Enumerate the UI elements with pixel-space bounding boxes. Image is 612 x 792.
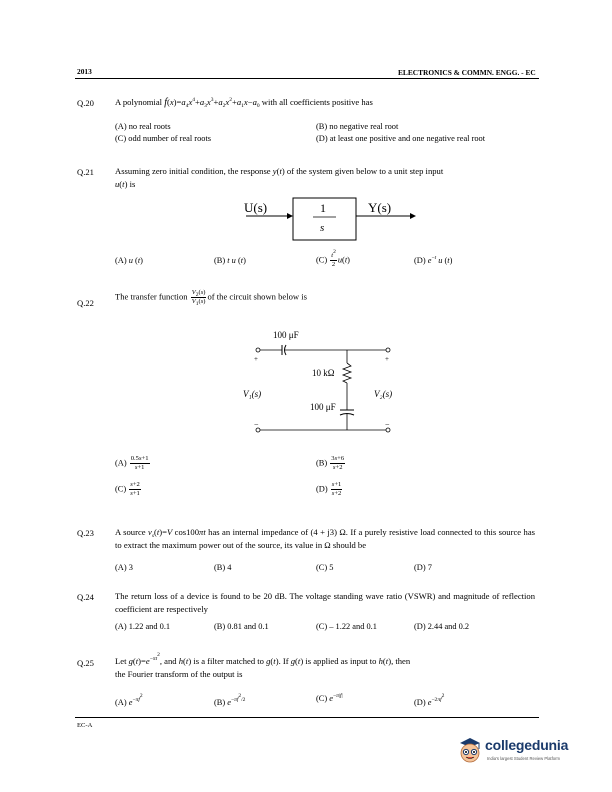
q20-option-d: (D) at least one positive and one negative real root [316,134,486,143]
header-rule [75,78,539,79]
q25-option-a: (A) $e^{-\pi f^2}$ [115,693,143,707]
q22-option-d: (D) $\frac{s+1}{s+2}$ [316,481,342,497]
q21-block-diagram [230,190,430,245]
header-paper: ELECTRONICS & COMMN. ENGG. - EC [398,68,536,77]
q20-option-a: (A) no real roots [115,122,171,131]
q22-resistor [343,363,351,383]
q22-vout-label: V₂(s) [374,389,393,399]
q22-circuit [240,325,410,440]
q24-number: Q.24 [77,592,94,602]
svg-text:−: − [254,420,259,429]
footer-rule [75,717,539,718]
q21-option-c: (C) $\frac{t^2}{2}$ u(t) [316,249,350,268]
q20-text: A polynomial $f(x)=a_4x^4+a_3x^3+a_2x^2+a_1x-a_0$ with all coefficients positive has [115,97,373,109]
q22-vin-label: V₁(s) [243,389,262,399]
q23-option-d: (D) 7 [414,563,432,572]
q22-option-c: (C) $\frac{s+2}{s+1}$ [115,481,140,497]
q24-text: The return loss of a device is found to be 20 dB. The voltage standing wave ratio (VSWR) and magnitude of reflection coefficient are respectively [115,591,535,615]
q22-number: Q.22 [77,298,94,308]
svg-text:−: − [385,420,390,429]
q20-option-b: (B) no negative real root [316,122,399,131]
q21-option-a: (A) u (t) [115,256,143,265]
q23-option-c: (C) 5 [316,563,334,572]
collegedunia-logo [455,734,585,774]
q25-option-c: (C) $e^{-\pi|f|}$ [316,693,343,703]
q21-output-label: Y(s) [368,200,392,215]
q22-option-a: (A) $\frac{0.5s+1}{s+1}$ [115,455,149,471]
q22-text: The transfer function $\frac{V_2(s)}{V_1(s)}$ of the circuit shown below is [115,289,307,307]
q20-number: Q.20 [77,98,94,108]
q24-option-d: (D) 2.44 and 0.2 [414,622,470,631]
q24-option-a: (A) 1.22 and 0.1 [115,622,171,631]
q22-input-terminal-top [256,348,260,352]
q25-option-d: (D) $e^{-2\pi f^2}$ [414,693,445,707]
q23-option-b: (B) 4 [214,563,232,572]
header-year: 2013 [77,67,92,76]
q22-cap-shunt-label: 100 μF [310,402,336,412]
q21-number: Q.21 [77,167,94,177]
svg-text:+: + [254,355,258,363]
brand-tagline: India's largest Student Review Platform [487,756,560,761]
q22-resistor-label: 10 kΩ [312,368,335,378]
q25-option-b: (B) $e^{-\pi f^2/2}$ [214,693,246,707]
q25-text: Let $g(t)=e^{-\pi t^2}$, and h(t) is a filter matched to g(t). If g(t) is applied as input to h(t), then the Fourier transform of the output is [115,652,411,680]
q23-option-a: (A) 3 [115,563,133,572]
footer-code: EC-A [77,722,93,729]
q21-block-num: 1 [320,201,326,215]
svg-text:+: + [385,355,389,363]
q23-text: A source $v_s(t)=V$ cos100πt has an internal impedance of (4 + j3) Ω. If a purely resistive load connected to this source has to extract the maximum power out of the source, its value in Ω should be [115,527,535,551]
q22-output-terminal-top [386,348,390,352]
q21-text: Assuming zero initial condition, the response y(t) of the system given below to a unit step input u(t) is [115,166,444,190]
q21-input-label: U(s) [244,200,268,215]
q22-option-b: (B) $\frac{3s+6}{s+2}$ [316,455,345,471]
q21-option-b: (B) t u (t) [214,256,246,265]
q22-cap-series-label: 100 μF [273,330,299,340]
q23-number: Q.23 [77,528,94,538]
q21-option-d: (D) $e^{-t}$ u (t) [414,255,453,265]
q25-number: Q.25 [77,658,94,668]
q24-option-c: (C) – 1.22 and 0.1 [316,622,377,631]
brand-name: collegedunia [485,737,569,753]
q20-option-c: (C) odd number of real roots [115,134,212,143]
q24-option-b: (B) 0.81 and 0.1 [214,622,269,631]
q21-block-den: s [320,222,325,234]
mascot-icon [455,734,485,766]
